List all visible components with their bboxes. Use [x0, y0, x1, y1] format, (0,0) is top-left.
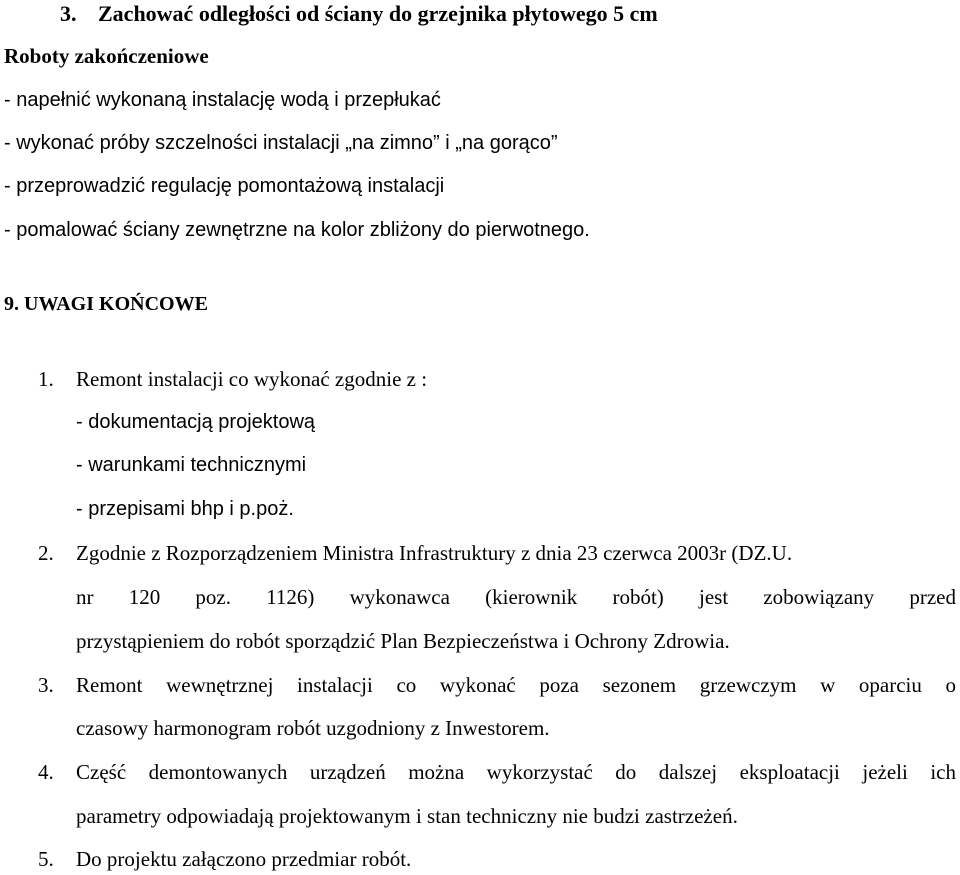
finishing-item: - wykonać próby szczelności instalacji „na zimno” i „na gorąco” [4, 132, 558, 154]
remark-text: Remont wewnętrznej instalacji co wykonać poza sezonem grzewczym w oparciu o [76, 673, 956, 697]
header-text: Zachować odległości od ściany do grzejnika płytowego 5 cm [98, 1, 658, 26]
remark-number: 5. [38, 847, 54, 871]
remark-5 [38, 849, 411, 870]
remark-1-subitem: - dokumentacją projektową [76, 411, 316, 433]
header-number: 3. [60, 1, 77, 26]
remark-number: 4. [38, 760, 54, 784]
remark-2-line-1 [38, 543, 792, 564]
remark-1 [38, 369, 427, 390]
finishing-item: - napełnić wykonaną instalację wodą i przepłukać [4, 89, 441, 111]
remark-text: Do projektu załączono przedmiar robót. [76, 847, 412, 871]
finishing-item: - przeprowadzić regulację pomontażową instalacji [4, 175, 445, 197]
remark-text: Zgodnie z Rozporządzeniem Ministra Infrastruktury z dnia 23 czerwca 2003r (DZ.U. [76, 541, 793, 565]
remark-text: Remont instalacji co wykonać zgodnie z : [76, 367, 428, 391]
remark-2-line-2: nr 120 poz. 1126) wykonawca (kierownik robót) jest zobowiązany przed [76, 585, 956, 609]
remark-1-subitem: - warunkami technicznymi [76, 454, 307, 476]
remark-4-line-1 [38, 762, 956, 783]
remark-3-line-1 [38, 675, 956, 696]
section-title: 9. UWAGI KOŃCOWE [4, 293, 208, 315]
remark-4-line-2: parametry odpowiadają projektowanym i stan techniczny nie budzi zastrzeżeń. [76, 804, 738, 828]
remark-2-line-3: przystąpieniem do robót sporządzić Plan Bezpieczeństwa i Ochrony Zdrowia. [76, 629, 730, 653]
finishing-item: - pomalować ściany zewnętrzne na kolor zbliżony do pierwotnego. [4, 219, 590, 241]
remark-3-line-2: czasowy harmonogram robót uzgodniony z Inwestorem. [76, 716, 550, 740]
header-line [60, 3, 658, 25]
remark-number: 1. [38, 367, 54, 391]
remark-text: Część demontowanych urządzeń można wykorzystać do dalszej eksploatacji jeżeli ich [76, 760, 956, 784]
finishing-title: Roboty zakończeniowe [4, 44, 209, 68]
remark-number: 2. [38, 541, 54, 565]
remark-number: 3. [38, 673, 54, 697]
remark-1-subitem: - przepisami bhp i p.poż. [76, 498, 294, 520]
